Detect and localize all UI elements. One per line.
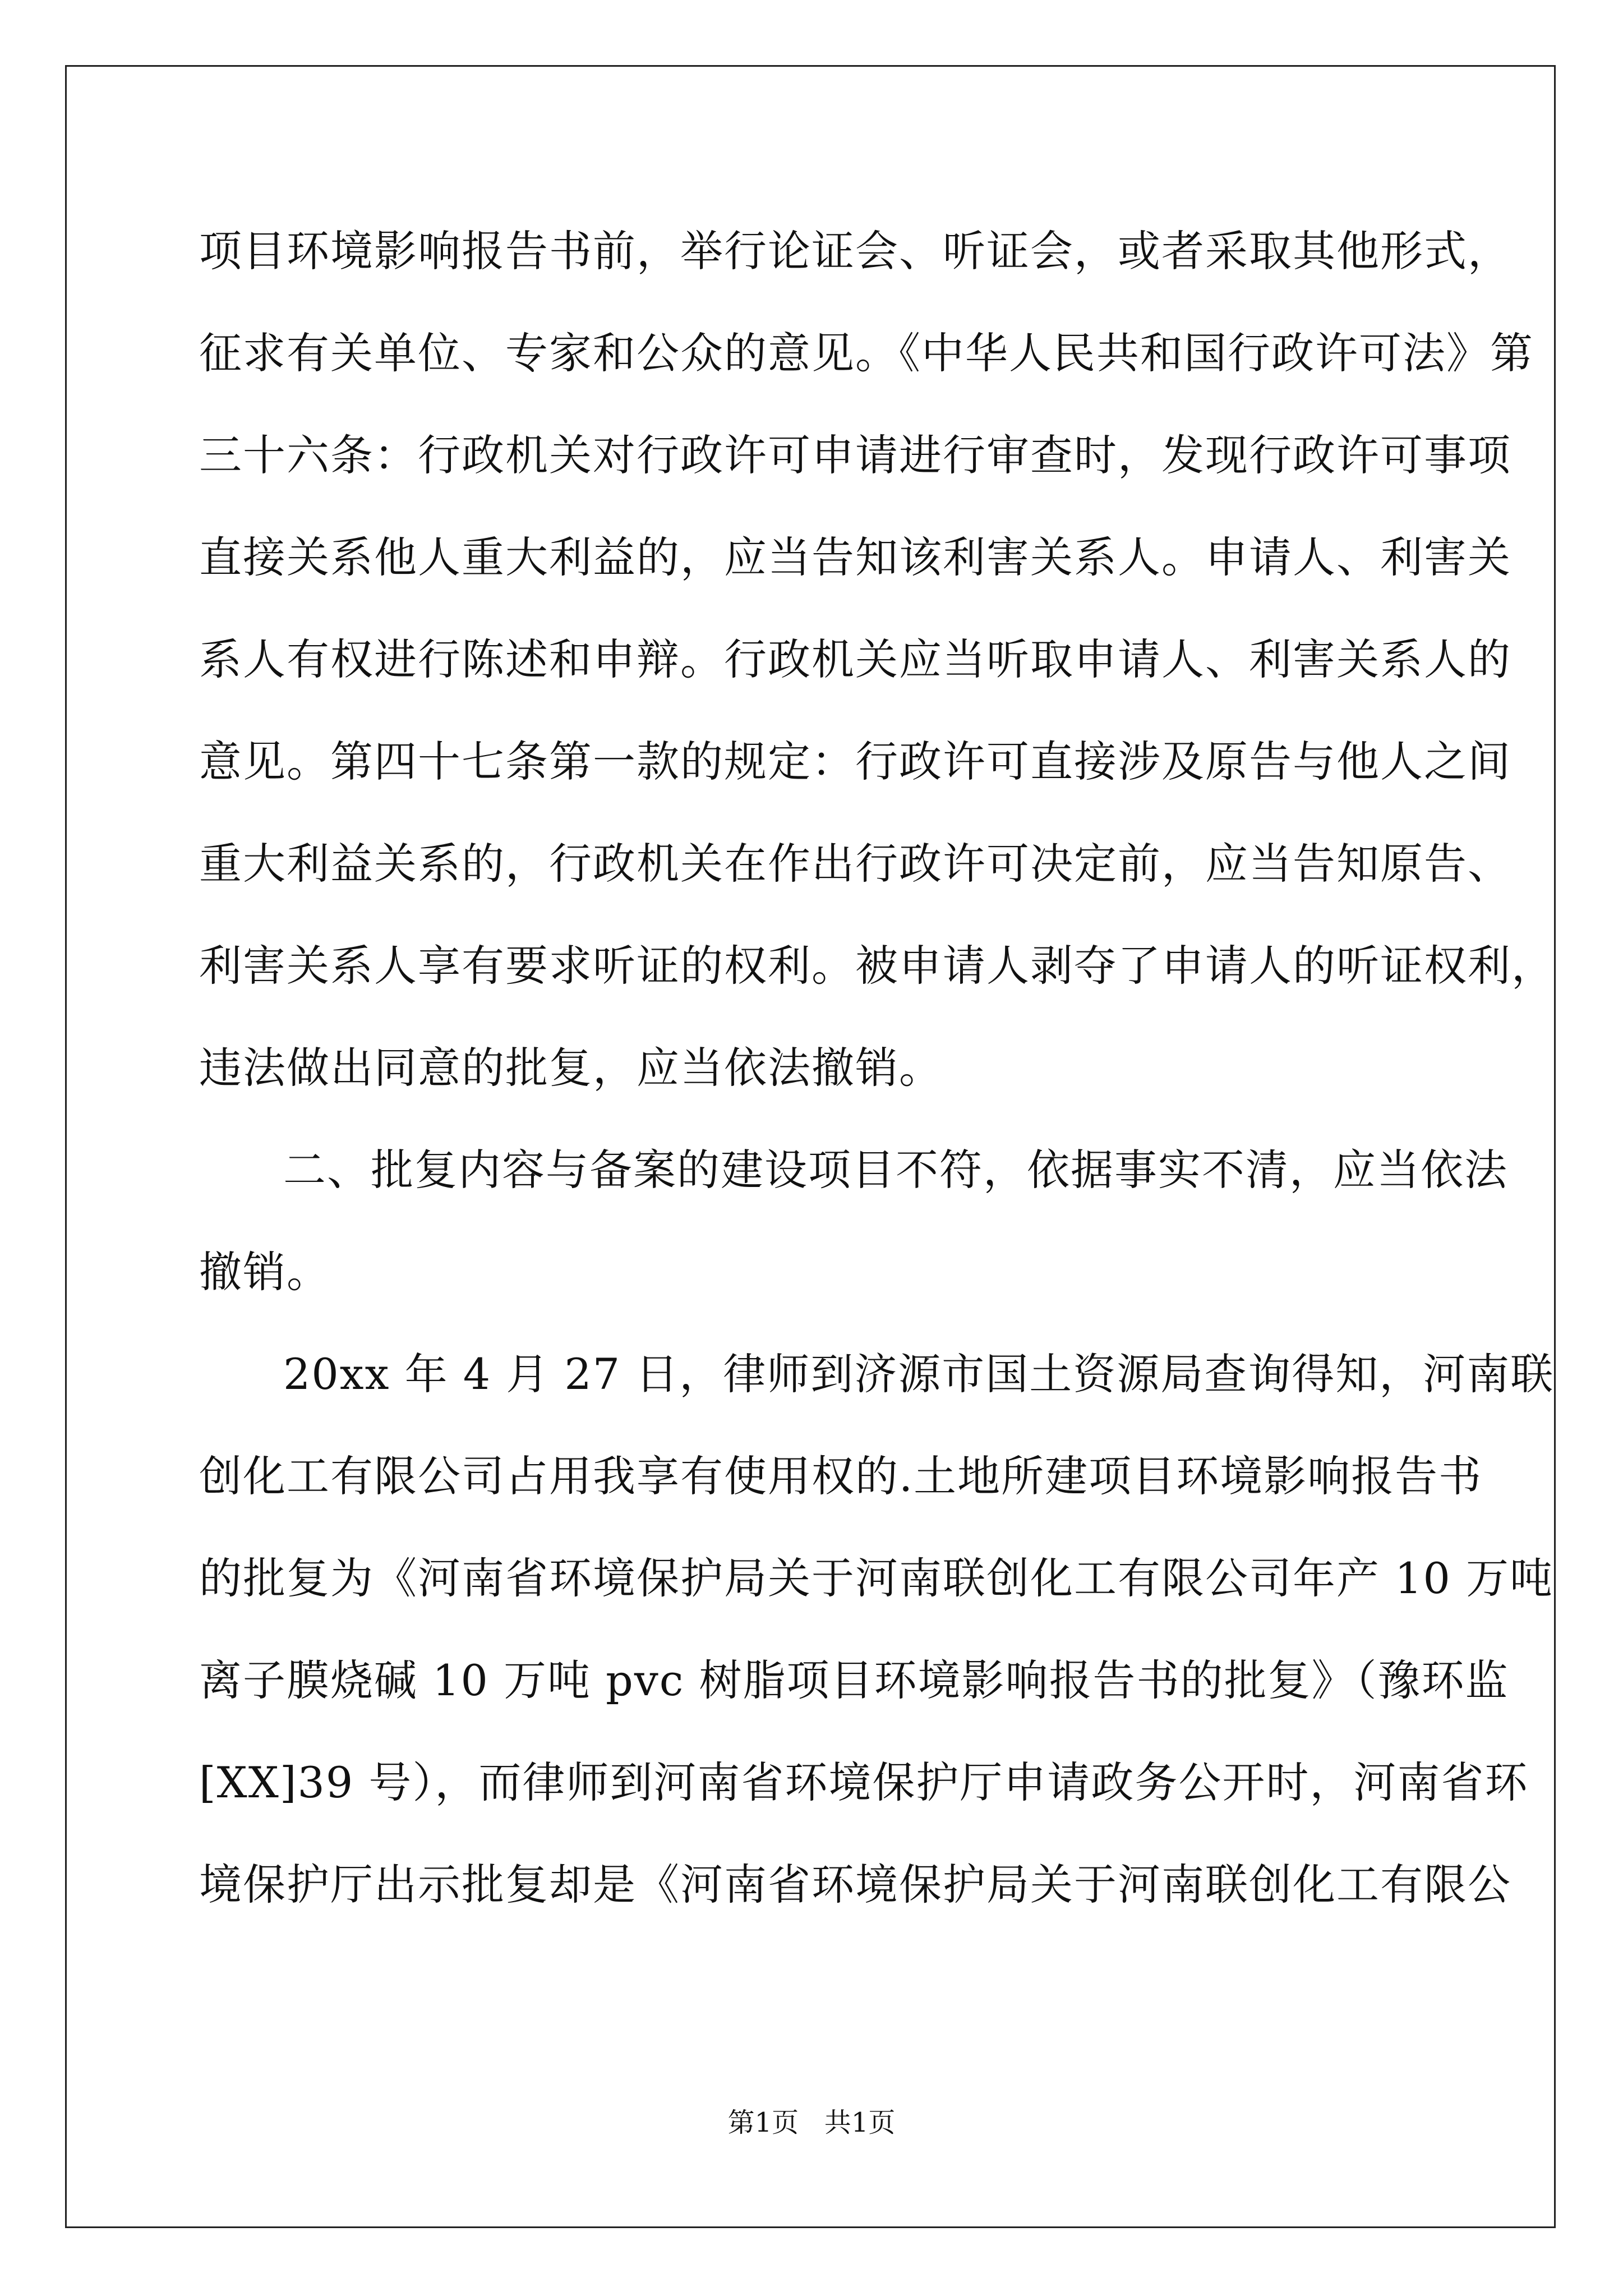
text-line-5: 系人有权进行陈述和申辩。行政机关应当听取申请人、利害关系人的 bbox=[199, 634, 1511, 684]
text-line-11: 撤销。 bbox=[199, 1247, 330, 1297]
text-line-8: 利害关系人享有要求听证的权利。被申请人剥夺了申请人的听证权利， bbox=[199, 941, 1555, 991]
text-line-13: 创化工有限公司占用我享有使用权的.土地所建项目环境影响报告书 bbox=[199, 1451, 1483, 1501]
paragraph-start: 20xx 年 4 月 27 日，律师到济源市国土资源局查询得知，河南联 bbox=[283, 1349, 1555, 1399]
text-line-17: 境保护厅出示批复却是《河南省环境保护局关于河南联创化工有限公 bbox=[199, 1860, 1511, 1910]
text-line-3: 三十六条：行政机关对行政许可申请进行审查时，发现行政许可事项 bbox=[199, 430, 1511, 480]
text-line-6: 意见。第四十七条第一款的规定：行政许可直接涉及原告与他人之间 bbox=[199, 737, 1511, 786]
text-line-7: 重大利益关系的，行政机关在作出行政许可决定前，应当告知原告、 bbox=[199, 839, 1511, 889]
text-line-4: 直接关系他人重大利益的，应当告知该利害关系人。申请人、利害关 bbox=[199, 532, 1511, 582]
text-line-16: [XX]39 号），而律师到河南省环境保护厅申请政务公开时，河南省环 bbox=[199, 1757, 1529, 1807]
text-line-15: 离子膜烧碱 10 万吨 pvc 树脂项目环境影响报告书的批复》（豫环监 bbox=[199, 1655, 1509, 1705]
page-footer: 第1页 共1页 bbox=[727, 2107, 896, 2138]
text-line-9: 违法做出同意的批复，应当依法撤销。 bbox=[199, 1043, 943, 1093]
section-heading-2: 二、批复内容与备案的建设项目不符，依据事实不清，应当依法 bbox=[283, 1145, 1508, 1195]
text-line-2: 征求有关单位、专家和公众的意见。《中华人民共和国行政许可法》第 bbox=[199, 328, 1534, 378]
text-line-14: 的批复为《河南省环境保护局关于河南联创化工有限公司年产 10 万吨 bbox=[199, 1553, 1554, 1603]
text-line-1: 项目环境影响报告书前，举行论证会、听证会，或者采取其他形式， bbox=[199, 226, 1511, 276]
